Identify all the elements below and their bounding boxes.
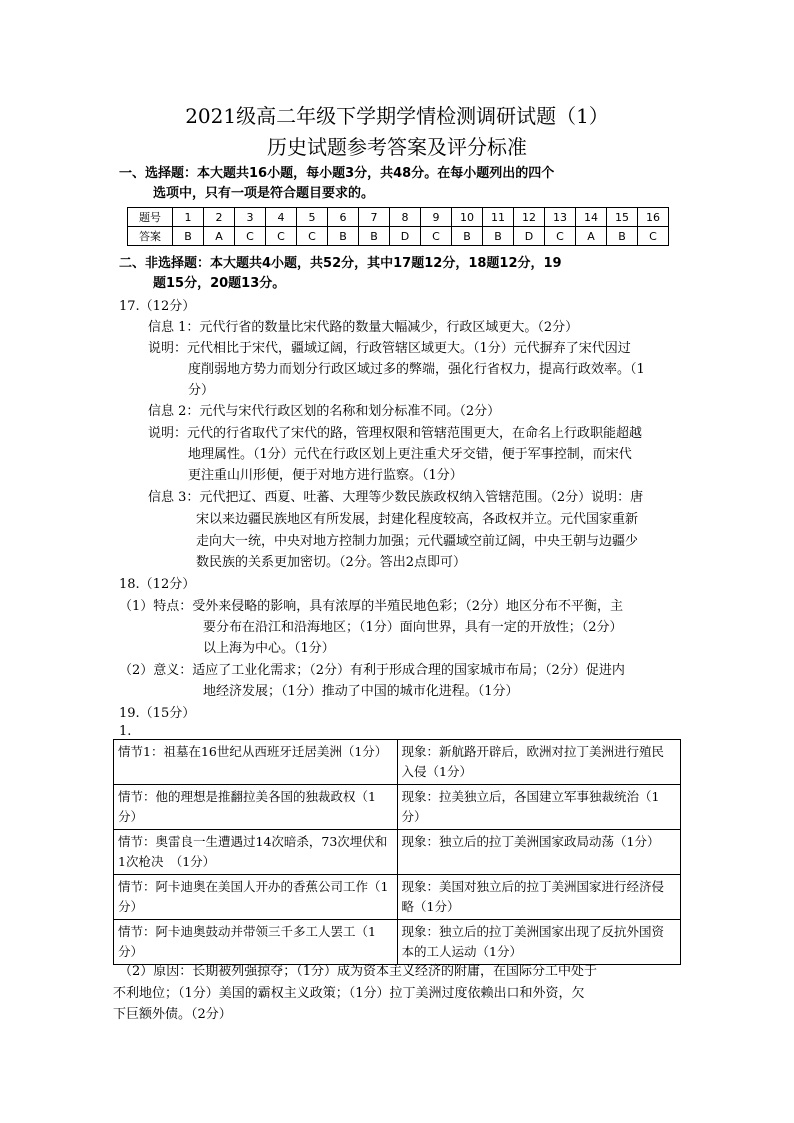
table-row: [114, 785, 681, 830]
q19-table: [113, 739, 681, 965]
q17-line: 更注重山川形便，便于对地方进行监察。（1分）: [188, 468, 463, 483]
question-number: 1: [173, 208, 204, 227]
q18-heading: 18.（12分）: [119, 577, 196, 592]
q18-line: 要分布在沿江和沿海地区；（1分）面向世界，具有一定的开放性；（2分）: [203, 620, 623, 635]
answer-cell: B: [483, 227, 514, 246]
answer-cell: B: [173, 227, 204, 246]
answer-table-row-label: 题号: [128, 208, 173, 227]
q19-heading: 19.（15分）: [119, 706, 196, 721]
question-number: 7: [359, 208, 390, 227]
section2-heading-cont: 题15分，20题13分。: [153, 276, 286, 291]
question-number: 15: [607, 208, 638, 227]
answer-cell: B: [452, 227, 483, 246]
question-number: 2: [204, 208, 235, 227]
phenomenon-cell: 现象：美国对独立后的拉丁美洲国家进行经济侵略（1分）: [397, 875, 681, 920]
question-number: 6: [328, 208, 359, 227]
q17-line: 度削弱地方势力而划分行政区域过多的弊端，强化行省权力，提高行政效率。（1: [188, 362, 645, 377]
table-row: [114, 830, 681, 875]
answer-cell: A: [204, 227, 235, 246]
table-row: [114, 740, 681, 785]
answer-cell: C: [266, 227, 297, 246]
answer-cell: D: [514, 227, 545, 246]
q17-line: 信息 2：元代与宋代行政区划的名称和划分标准不同。（2分）: [148, 404, 501, 419]
answer-table-answer-row: [128, 227, 669, 246]
title-line-2: 历史试题参考答案及评分标准: [267, 135, 527, 159]
q18-line: （1）特点：受外来侵略的影响，具有浓厚的半殖民地色彩；（2分）地区分布不平衡，主: [119, 599, 624, 614]
q17-line: 说明：元代相比于宋代，疆域辽阔，行政管辖区域更大。（1分）元代摒弃了宋代因过: [148, 341, 631, 356]
phenomenon-cell: 现象：独立后的拉丁美洲国家政局动荡（1分）: [397, 830, 681, 875]
plot-cell: 情节：奥雷良一生遭遇过14次暗杀，73次埋伏和1次枪决 （1分）: [114, 830, 398, 875]
answer-cell: D: [390, 227, 421, 246]
question-number: 10: [452, 208, 483, 227]
q17-line: 宋以来边疆民族地区有所发展，封建化程度较高，各政权并立。元代国家重新: [196, 512, 639, 527]
question-number: 3: [235, 208, 266, 227]
table-row: [114, 875, 681, 920]
q17-line: 信息 1：元代行省的数量比宋代路的数量大幅减少，行政区域更大。（2分）: [148, 320, 579, 335]
q18-line: （2）意义：适应了工业化需求；（2分）有利于形成合理的国家城市布局；（2分）促进内: [119, 663, 625, 678]
section1-heading: 一、选择题：本大题共16小题，每小题3分，共48分。在每小题列出的四个: [119, 166, 555, 181]
q17-line: 信息 3：元代把辽、西夏、吐蕃、大理等少数民族政权纳入管辖范围。（2分）说明：唐: [148, 490, 644, 505]
question-number: 12: [514, 208, 545, 227]
plot-cell: 情节1：祖墓在16世纪从西班牙迁居美洲（1分）: [114, 740, 398, 785]
q17-line: 说明：元代的行省取代了宋代的路，管理权限和管辖范围更大，在命名上行政职能超越: [148, 426, 643, 441]
phenomenon-cell: 现象：新航路开辟后，欧洲对拉丁美洲进行殖民入侵（1分）: [397, 740, 681, 785]
answer-cell: C: [545, 227, 576, 246]
answer-cell: C: [235, 227, 266, 246]
question-number: 5: [297, 208, 328, 227]
q17-line: 分）: [188, 383, 215, 398]
answer-cell: A: [576, 227, 607, 246]
answer-cell: C: [297, 227, 328, 246]
answer-table-number-row: [128, 208, 669, 227]
table-row: [114, 920, 681, 965]
question-number: 16: [638, 208, 669, 227]
q18-line: 地经济发展；（1分）推动了中国的城市化进程。（1分）: [203, 684, 519, 699]
question-number: 13: [545, 208, 576, 227]
plot-cell: 情节：阿卡迪奥鼓动并带领三千多工人罢工（1分）: [114, 920, 398, 965]
phenomenon-cell: 现象：独立后的拉丁美洲国家出现了反抗外国资本的工人运动（1分）: [397, 920, 681, 965]
question-number: 9: [421, 208, 452, 227]
answer-table-row-label: 答案: [128, 227, 173, 246]
q19-reason-line: 下巨额外债。（2分）: [113, 1007, 232, 1022]
phenomenon-cell: 现象：拉美独立后，各国建立军事独裁统治（1分）: [397, 785, 681, 830]
q17-line: 数民族的关系更加密切。（2分。答出2点即可）: [196, 555, 467, 570]
answer-cell: B: [359, 227, 390, 246]
answer-cell: B: [607, 227, 638, 246]
q19-reason-line: （2）原因：长期被列强掠夺；（1分）成为资本主义经济的附庸，在国际分工中处于: [119, 964, 598, 979]
section2-heading: 二、非选择题：本大题共4小题，共52分，其中17题12分，18题12分，19: [119, 256, 562, 271]
q17-line: 走向大一统，中央对地方控制力加强；元代疆域空前辽阔，中央王朝与边疆少: [196, 534, 639, 549]
answer-cell: C: [638, 227, 669, 246]
answer-cell: B: [328, 227, 359, 246]
answer-table: [127, 207, 669, 246]
q17-heading: 17.（12分）: [119, 299, 196, 314]
question-number: 14: [576, 208, 607, 227]
q17-line: 地理属性。（1分）元代在行政区划上更注重犬牙交错，便于军事控制，而宋代: [188, 447, 632, 462]
q19-reason-line: 不利地位；（1分）美国的霸权主义政策；（1分）拉丁美洲过度依赖出口和外资，欠: [113, 986, 585, 1001]
question-number: 8: [390, 208, 421, 227]
q18-line: 以上海为中心。（1分）: [203, 641, 335, 656]
question-number: 11: [483, 208, 514, 227]
plot-cell: 情节：阿卡迪奥在美国人开办的香蕉公司工作（1分）: [114, 875, 398, 920]
plot-cell: 情节：他的理想是推翻拉美各国的独裁政权（1分）: [114, 785, 398, 830]
question-number: 4: [266, 208, 297, 227]
section1-heading-cont: 选项中，只有一项是符合题目要求的。: [153, 186, 375, 201]
title-line-1: 2021级高二年级下学期学情检测调研试题（1）: [185, 104, 609, 128]
answer-cell: C: [421, 227, 452, 246]
q19-subheading: 1.: [119, 724, 132, 739]
